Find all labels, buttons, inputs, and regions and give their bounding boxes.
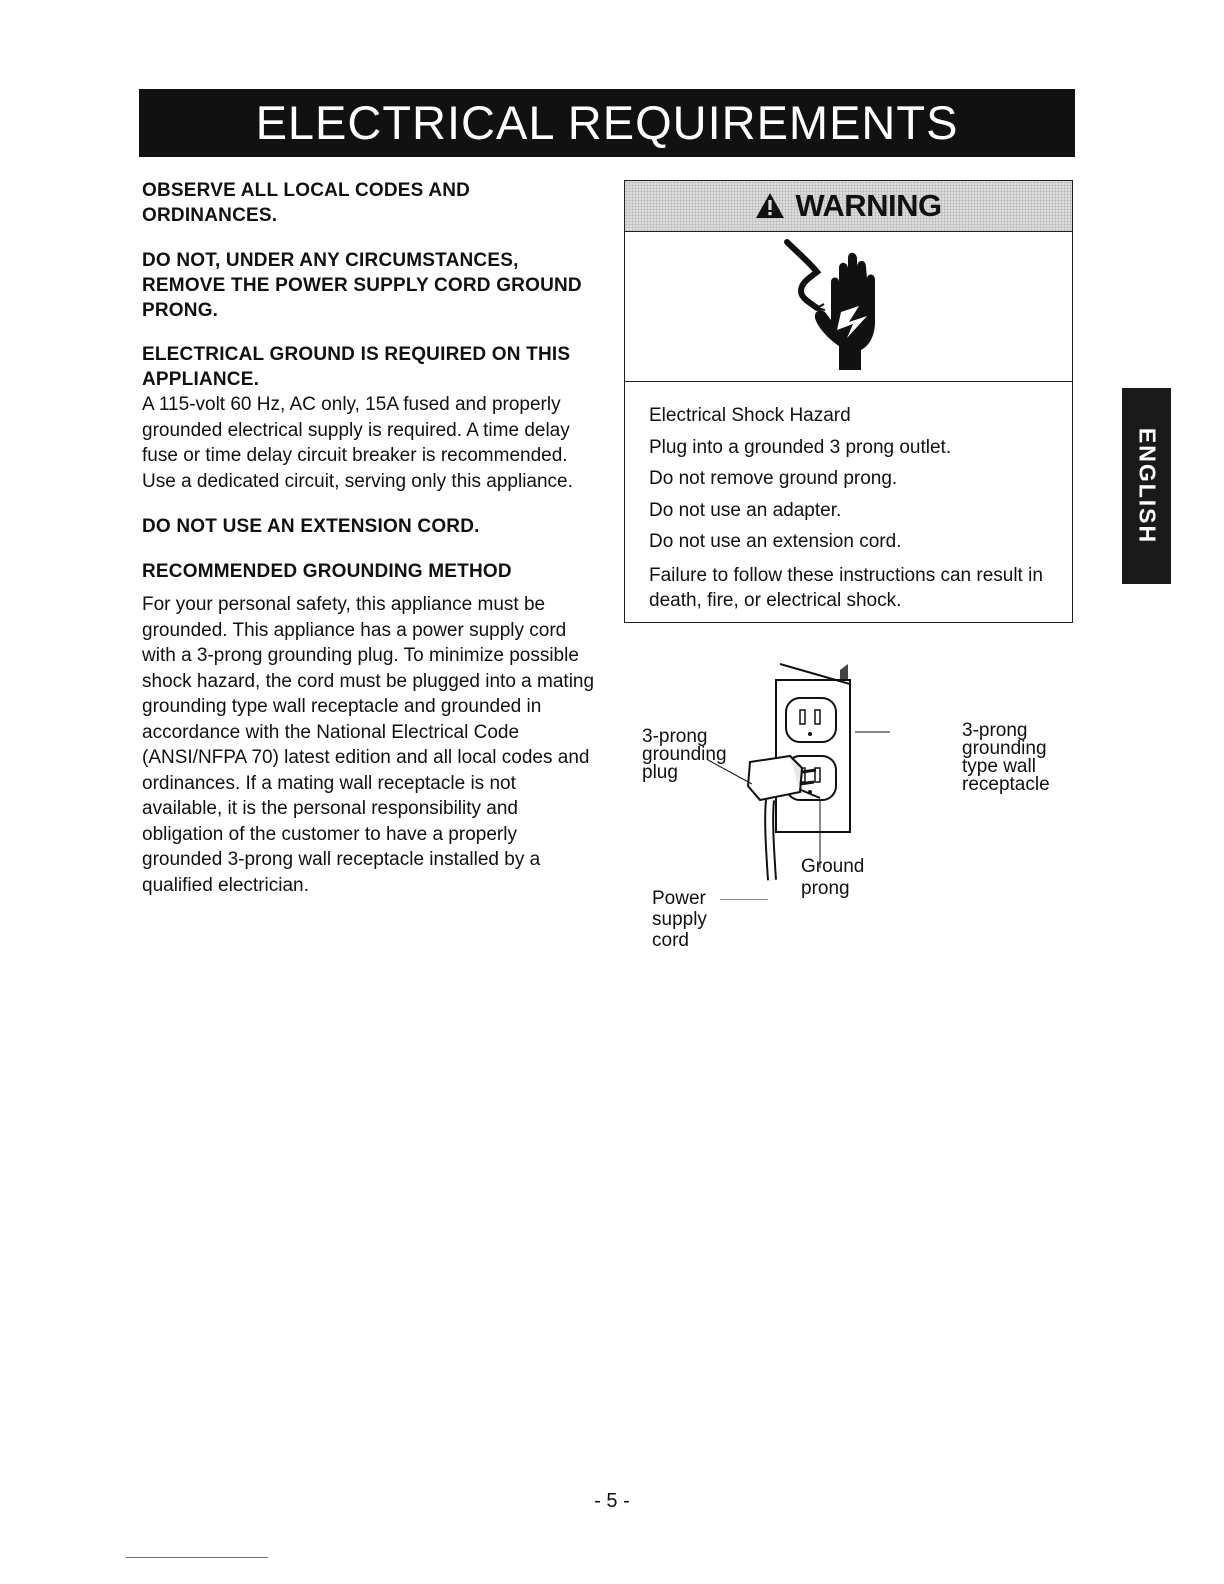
- grounding-paragraph: For your personal safety, this appliance must be grounded. This appliance has a power supply cord with a 3-prong grounding plug. To minimize possible shock hazard, the cord must be plugged into a mating grounding type wall receptacle and grounded in accordance with the National Electrical Code (ANSI/NFPA 70) latest edition and all local codes and ordinances. If a mating wall receptacle is not available, it is the personal responsibility and obligation of the customer to have a properly grounded 3-prong wall receptacle installed by a qualified electrician.: [142, 594, 595, 896]
- warning-line: Failure to follow these instructions can result in death, fire, or electrical shock.: [649, 564, 1043, 611]
- plug-label: 3-prong grounding plug: [642, 726, 727, 783]
- warning-line: Do not remove ground prong.: [649, 468, 898, 489]
- page-title: ELECTRICAL REQUIREMENTS: [255, 96, 959, 149]
- heading-no-extension-cord: DO NOT USE AN EXTENSION CORD.: [142, 516, 480, 537]
- warning-line: Do not use an extension cord.: [649, 531, 902, 552]
- heading-ground-required: ELECTRICAL GROUND IS REQUIRED ON THIS APPLIANCE.: [142, 344, 571, 390]
- page-title-banner: [139, 89, 1075, 157]
- power-cord-label: Power supply cord: [652, 888, 707, 951]
- warning-triangle-icon: [755, 192, 785, 219]
- language-tab: [1122, 388, 1171, 584]
- electrical-shock-hand-icon: [781, 238, 911, 373]
- heading-do-not-remove-prong: DO NOT, UNDER ANY CIRCUMSTANCES, REMOVE THE POWER SUPPLY CORD GROUND PRONG.: [142, 250, 582, 321]
- warning-title: WARNING: [795, 188, 942, 223]
- heading-grounding-method: RECOMMENDED GROUNDING METHOD: [142, 561, 512, 582]
- page-number: - 5 -: [594, 1490, 630, 1512]
- voltage-paragraph: A 115-volt 60 Hz, AC only, 15A fused and properly grounded electrical supply is required. A time delay fuse or time delay circuit breaker is recommended. Use a dedicated circuit, serving only this appliance.: [142, 394, 573, 492]
- warning-header: [625, 181, 1072, 232]
- warning-line: Do not use an adapter.: [649, 499, 842, 521]
- receptacle-label: 3-prong grounding type wall receptacle: [962, 720, 1050, 795]
- heading-codes: OBSERVE ALL LOCAL CODES AND ORDINANCES.: [142, 180, 471, 226]
- footer-rule: [126, 1557, 268, 1558]
- left-column: [142, 178, 597, 898]
- warning-lines: [649, 405, 1069, 613]
- ground-prong-label: Ground prong: [801, 856, 865, 899]
- warning-line: Electrical Shock Hazard: [649, 405, 851, 426]
- warning-divider: [625, 381, 1072, 382]
- wall-receptacle: [776, 664, 890, 832]
- warning-line: Plug into a grounded 3 prong outlet.: [649, 436, 952, 458]
- language-tab-label: ENGLISH: [1134, 427, 1160, 545]
